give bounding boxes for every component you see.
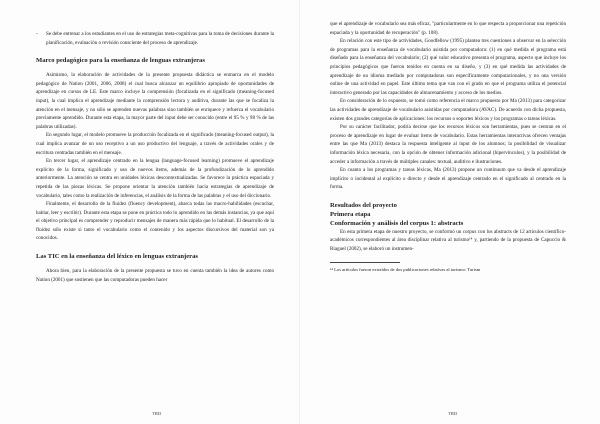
paragraph: Finalmente, el desarrollo de la fluidez (fluency development), abarca todas las macro-habilidades (escuchar, hablar, leer y escribir). Durante esta etapa se pone en práctica todo lo aprendido en las demás instancias, ya que aquí el objetivo principal es comprender y reproducir mensajes de manera más rápida que lo habitual. El desarrollo de la fluidez sólo existe si tanto el vocabulario como el contenido y los aspectos discursivos del material son ya conocidos. [36,201,274,242]
paragraph: En tercer lugar, el aprendizaje centrado en la lengua (language-focused learning) promueve el aprendizaje explícito de la forma, significado y uso de nuevos ítems, además de la profundización de lo aprendido anteriormente. La atención se centra en unidades léxicas descontextualizadas. Se favorece la práctica espaciada y repetida de las piezas léxicas. Se propone orientar la atención también hacia estrategias de aprendizaje de vocabulario, tales como la realización de inferencias, el análisis de la forma de las palabras y el uso del diccionario. [36,158,274,199]
section-heading-resultados: Resultados del proyecto [330,201,397,209]
section-heading-tic: Las TIC en la enseñanza del léxico en lenguas extranjeras [36,253,198,261]
paragraph: En esta primera etapa de nuestro proyecto, se conformó un corpus con los abstracts de 12 artículos científico-académicos correspondientes al área disciplinar relativa al turismo¹⁴ y, partiendo de la propuesta de Capuccio & Riaguel (2002), se elaboró un instrumen- [330,228,566,253]
bullet-text: Se debe entrenar a los estudiantes en el uso de estrategias meta-cognitivas para la toma de decisiones durante la planificación, evaluación o revisión consciente del proceso de aprendizaje. [46,31,274,46]
paragraph: Ahora bien, para la elaboración de la presente propuesta se tuvo en cuenta también la idea de autores como Nation (2001) que sostienen que las computadoras pueden hacer [36,268,274,283]
bullet-item [36,30,274,47]
paragraph: que el aprendizaje de vocabulario sea más eficaz, "particularmente en lo que respecta a proporcionar una repetición espaciada y la oportunidad de recuperación" (p. 108). [330,21,566,36]
section-heading-marco: Marco pedagógico para la enseñanza de lenguas extranjeras [36,57,205,65]
paragraph: En relación con este tipo de actividades, Goodfellow (1995) plantea tres cuestiones a observar en la selección de programas para la enseñanza de vocabulario asistida por computadora: (1) en qué medida el programa está diseñado para la enseñanza del vocabulario; (2) qué valor educativo presenta el programa, aspecto que incluye los principios pedagógicos que fueron tenidos en cuenta en su diseño, y (3) en qué medida las actividades de aprendizaje de un idioma mediado por computadoras son específicamente computacionales, y no una versión online de una actividad en papel. Este último tema que van con el grado en que el programa utiliza el potencial interactivo generado por las capacidades de almacenamiento y acceso de los medios. [330,38,566,96]
paragraph: Por su carácter facilitador, podría decirse que los recursos léxicos son herramientas, pues se centran en el proceso de aprendizaje en lugar de evaluar ítems de vocabulario. Estas herramientas interactivas ofrecen ventajas entre las que Ma (2013) destaca la respuesta inteligente al input de los alumnos; la posibilidad de visualizar información léxica necesaria, con la opción de obtener información adicional (hipervínculos), y la posibilidad de acceder a información a través de múltiples canales: textual, auditivo e ilustraciones. [330,124,566,165]
page-number-right: TBD [448,411,458,416]
subheading-corpus: Conformación y análisis del corpus 1: abstracts [330,219,464,227]
paragraph: Asimismo, la elaboración de actividades de la presente propuesta didáctica se enmarca en el modelo pedagógico de Nation (2001, 2006, 2008) el cual busca alcanzar un equilibrio apropiado de oportunidades de aprendizaje en cursos de LE. Este marco incluye la comprensión (focalizada en el significado (meaning-focused input), la cual implica el aprendizaje mediante la comprensión lectora y auditiva, durante las que se focaliza la atención en el mensaje, y no sólo se aprenden nuevas palabras sino también se enriquece y refuerza el vocabulario previamente aprendido. Durante esta etapa, la mayor parte del input debe ser conocido (entre el 95 % y 98 % de las palabras utilizadas). [36,72,274,130]
right-page [300,0,600,424]
paragraph: En segundo lugar, el modelo promueve la producción focalizada en el significado (meaning-focused output), la cual implica avanzar de un uso receptivo a un uso productivo del lenguaje, a través de actividades orales y de escritura centradas también en el mensaje. [36,132,274,156]
footnote-rule [330,262,400,263]
subheading-primera-etapa: Primera etapa [330,210,371,218]
paragraph: En consideración de lo expuesto, se tomó como referencia el marco propuesto por Ma (2013) para categorizar las actividades de aprendizaje de vocabulario asistidas por computadora (AVAC). De acuerdo con dicha propuesta, existen dos grandes categorías de aplicaciones: los recursos o soportes léxicos y los programas o tareas léxicas. [330,98,566,122]
bullet-dash: - [36,31,38,37]
footnote: ¹⁴ Los artículos fueron extraídos de dos publicaciones relativas al turismo: Turism [330,266,481,272]
page-number-left: TBD [152,411,162,416]
paragraph: En cuanto a los programas y tareas léxicas, Ma (2013) propone un continuum que va desde el aprendizaje implícito o incidental al explícito o directo y desde el aprendizaje centrado en el significado al centrado en la forma. [330,167,566,191]
